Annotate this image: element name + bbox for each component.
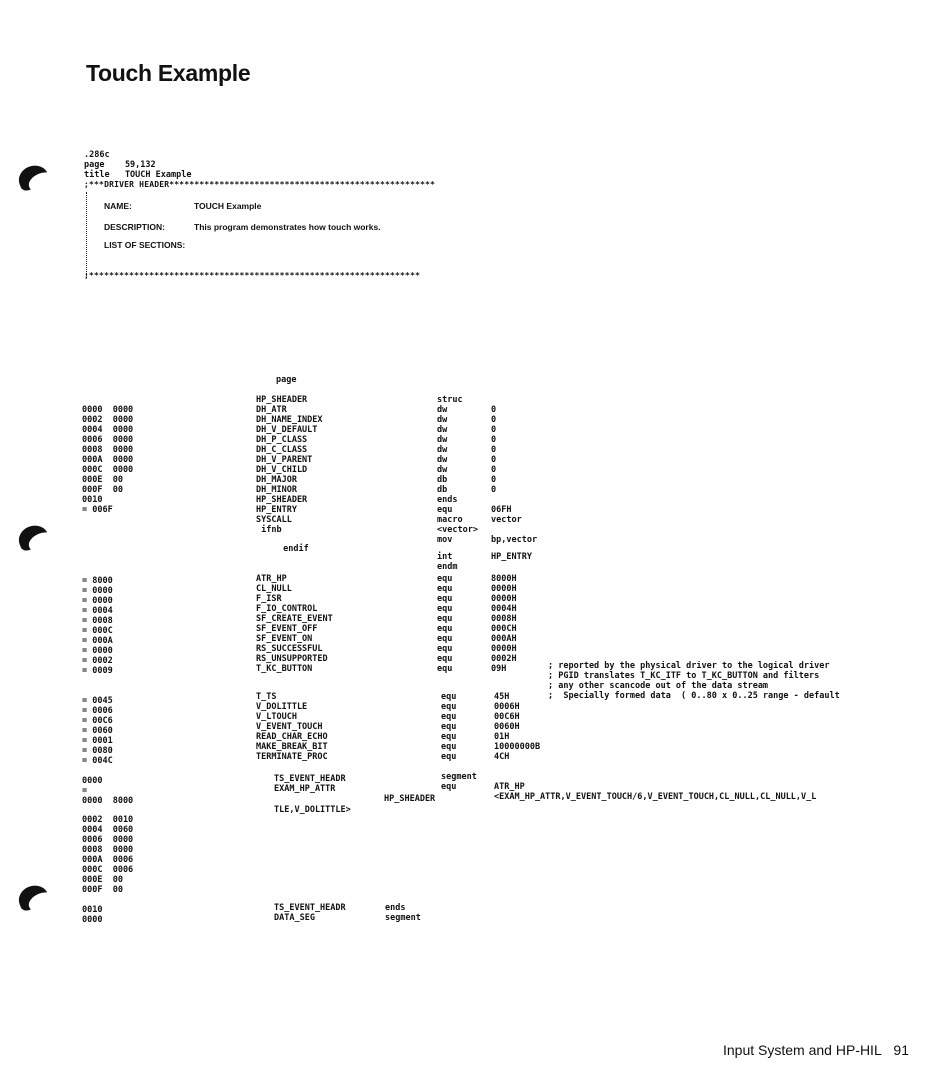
segment-attr-value: ATR_HP — [494, 782, 525, 792]
symbol-column: HP_SHEADER DH_ATR DH_NAME_INDEX DH_V_DEFAULT DH_P_CLASS DH_C_CLASS DH_V_PARENT DH_V_CHILD DH_MAJOR DH_MINOR HP_SHEADER HP_ENTRY SYSCALL ifnb — [256, 395, 323, 535]
description-label: DESCRIPTION: — [104, 222, 165, 232]
equate-symbols: ATR_HP CL_NULL F_ISR F_IO_CONTROL SF_CREATE_EVENT SF_EVENT_OFF SF_EVENT_ON RS_SUCCESSFUL RS_UNSUPPORTED T_KC_BUTTON — [256, 574, 333, 674]
page-footer — [723, 1042, 909, 1058]
binder-hole-mark — [15, 882, 51, 913]
segment-sheader: HP_SHEADER — [384, 794, 436, 804]
int-operator: int endm — [437, 552, 458, 572]
endif-directive: endif — [278, 544, 309, 554]
equate-values: 8000H 0000H 0000H 0004H 0008H 000CH 000AH 0000H 0002H 09H — [491, 574, 517, 674]
equate-operators: equ equ equ equ equ equ equ equ equ equ — [437, 574, 453, 674]
header-left-border — [86, 192, 89, 276]
directive-line: .286c — [84, 150, 110, 160]
page-title: Touch Example — [86, 60, 251, 86]
equate-addresses: = 8000 = 0000 = 0000 = 0004 = 0008 = 000C = 000A = 0000 = 0002 = 0009 — [82, 576, 113, 676]
int-value: HP_ENTRY — [491, 552, 532, 562]
segment-addresses: 0000 = 0000 8000 — [82, 776, 134, 806]
footer-section: Input System and HP-HIL — [723, 1042, 882, 1058]
segment-symbols: TS_EVENT_HEADR EXAM_HP_ATTR — [274, 774, 346, 794]
ends-symbols: TS_EVENT_HEADR DATA_SEG — [274, 903, 346, 923]
value-column: 0 0 0 0 0 0 0 0 0 06FH vector bp,vector — [491, 405, 538, 545]
binder-hole-mark — [15, 162, 51, 193]
segment-continuation: TLE,V_DOLITTLE> — [274, 805, 351, 815]
name-label: NAME: — [104, 201, 132, 211]
equate2-values: 45H 0006H 00C6H 0060H 01H 10000000B 4CH — [494, 692, 541, 762]
driver-header-rule: ;***DRIVER HEADER***************************************************** — [84, 180, 436, 189]
sections-label: LIST OF SECTIONS: — [104, 240, 186, 250]
ends-addresses: 0010 0000 — [82, 905, 103, 925]
address-column: 0000 0000 0002 0000 0004 0000 0006 0000 0008 0000 000A 0000 000C 0000 000E 00 000F 00 0010 = 006F — [82, 405, 134, 515]
closing-rule: ;****************************************************************** — [84, 271, 421, 280]
equate2-addresses: = 0045 = 0006 = 00C6 = 0060 = 0001 = 0080 = 004C — [82, 696, 113, 766]
data-addresses: 0002 0010 0004 0060 0006 0000 0008 0000 000A 0006 000C 0006 000E 00 000F 00 — [82, 815, 134, 895]
description-value: This program demonstrates how touch works. — [194, 222, 381, 232]
ends-operators: ends segment — [385, 903, 421, 923]
equate2-symbols: T_TS V_DOLITTLE V_LTOUCH V_EVENT_TOUCH READ_CHAR_ECHO MAKE_BREAK_BIT TERMINATE_PROC — [256, 692, 328, 762]
operator-column: struc dw dw dw dw dw dw dw db db ends equ macro <vector> mov — [437, 395, 478, 545]
segment-operators: segment equ — [441, 772, 477, 792]
directive-line: title TOUCH Example — [84, 170, 192, 180]
equate2-operators: equ equ equ equ equ equ equ — [441, 692, 457, 762]
binder-hole-mark — [15, 522, 51, 553]
directive-line: page 59,132 — [84, 160, 156, 170]
footer-page-number: 91 — [893, 1042, 909, 1058]
name-value: TOUCH Example — [194, 201, 262, 211]
segment-long-value: <EXAM_HP_ATTR,V_EVENT_TOUCH/6,V_EVENT_TOUCH,CL_NULL,CL_NULL,V_L — [494, 792, 817, 802]
page-directive: page — [276, 375, 297, 385]
comment-block: ; reported by the physical driver to the logical driver ; PGID translates T_KC_ITF to T_KC_BUTTON and filters ; any other scancode out of the data stream ; Specially formed data ( 0..80 x 0..25 range - default — [548, 661, 840, 701]
